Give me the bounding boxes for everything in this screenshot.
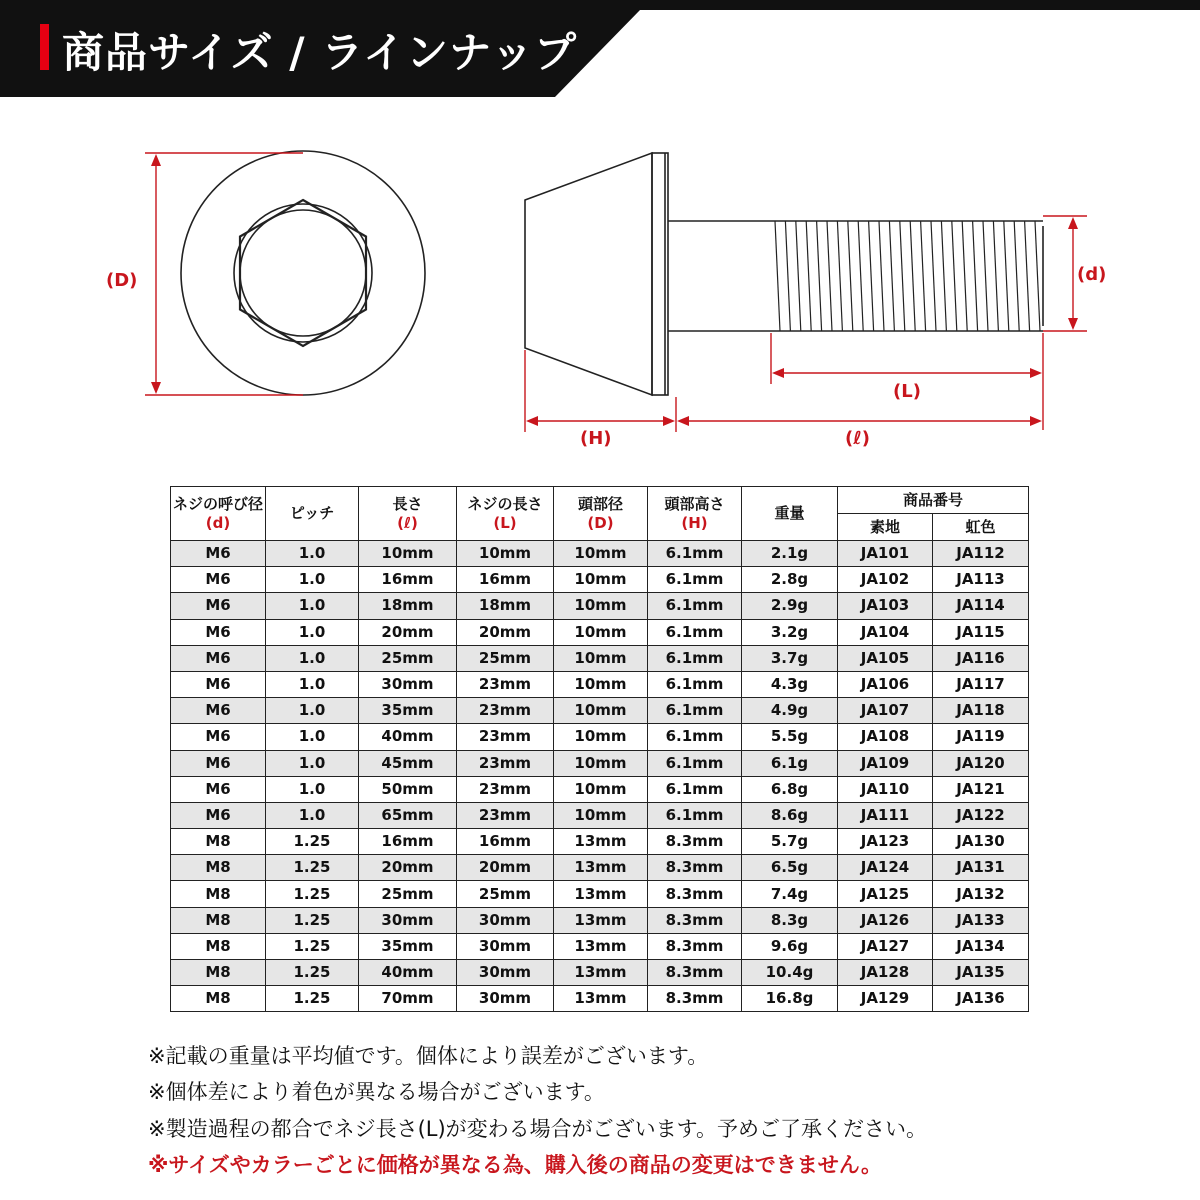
table-cell: M6 [171, 750, 266, 776]
header-head-height: 頭部高さ (H) [648, 487, 742, 541]
table-cell: 35mm [359, 933, 457, 959]
table-cell: M6 [171, 802, 266, 828]
bolt-threads [775, 221, 1040, 331]
table-row [171, 645, 1029, 671]
table-cell: 10mm [554, 698, 648, 724]
table-cell: JA115 [933, 619, 1029, 645]
table-cell: 10mm [457, 541, 554, 567]
table-cell: 30mm [457, 933, 554, 959]
header-head-diameter: 頭部径 (D) [554, 487, 648, 541]
table-cell: 16mm [457, 567, 554, 593]
table-cell: 10mm [554, 776, 648, 802]
table-cell: 10mm [554, 567, 648, 593]
table-cell: M8 [171, 933, 266, 959]
table-cell: 13mm [554, 933, 648, 959]
table-cell: JA126 [838, 907, 933, 933]
table-cell: 1.0 [266, 619, 359, 645]
table-cell: M6 [171, 619, 266, 645]
table-cell: 70mm [359, 986, 457, 1012]
table-cell: 5.5g [742, 724, 838, 750]
header-accent-bar [40, 24, 49, 70]
table-cell: 6.1g [742, 750, 838, 776]
table-cell: JA133 [933, 907, 1029, 933]
table-cell: JA123 [838, 829, 933, 855]
table-cell: JA117 [933, 671, 1029, 697]
table-row [171, 724, 1029, 750]
note-weight: ※記載の重量は平均値です。個体により誤差がございます。 [148, 1044, 709, 1068]
table-cell: 8.3mm [648, 907, 742, 933]
table-cell: 6.1mm [648, 593, 742, 619]
table-cell: 23mm [457, 724, 554, 750]
table-cell: 1.0 [266, 698, 359, 724]
table-row [171, 933, 1029, 959]
table-cell: JA125 [838, 881, 933, 907]
label-L: (L) [893, 381, 921, 402]
table-cell: JA127 [838, 933, 933, 959]
table-cell: 25mm [457, 881, 554, 907]
note-warning: ※サイズやカラーごとに価格が異なる為、購入後の商品の変更はできません。 [148, 1153, 882, 1178]
table-cell: JA120 [933, 750, 1029, 776]
header-length: 長さ (ℓ) [359, 487, 457, 541]
table-cell: 1.25 [266, 829, 359, 855]
table-cell: 1.25 [266, 907, 359, 933]
table-cell: 65mm [359, 802, 457, 828]
header-banner [0, 0, 1200, 97]
table-cell: M8 [171, 881, 266, 907]
table-cell: 10mm [554, 645, 648, 671]
table-cell: 30mm [457, 960, 554, 986]
table-cell: M8 [171, 907, 266, 933]
header-product-no: 商品番号 [838, 487, 1029, 514]
table-row [171, 776, 1029, 802]
bolt-top-view [181, 151, 425, 395]
table-cell: 1.0 [266, 645, 359, 671]
table-cell: JA132 [933, 881, 1029, 907]
table-cell: JA134 [933, 933, 1029, 959]
table-cell: 6.1mm [648, 724, 742, 750]
table-cell: JA112 [933, 541, 1029, 567]
table-cell: 30mm [457, 907, 554, 933]
table-cell: JA131 [933, 855, 1029, 881]
table-cell: JA129 [838, 986, 933, 1012]
table-cell: 6.8g [742, 776, 838, 802]
table-cell: 23mm [457, 776, 554, 802]
table-cell: 23mm [457, 802, 554, 828]
table-cell: 6.1mm [648, 645, 742, 671]
header-weight: 重量 [742, 487, 838, 541]
table-cell: JA136 [933, 986, 1029, 1012]
table-cell: 13mm [554, 829, 648, 855]
table-cell: 13mm [554, 986, 648, 1012]
table-cell: M6 [171, 776, 266, 802]
table-cell: 4.3g [742, 671, 838, 697]
table-cell: JA119 [933, 724, 1029, 750]
table-cell: JA104 [838, 619, 933, 645]
table-cell: 25mm [359, 881, 457, 907]
table-cell: 30mm [457, 986, 554, 1012]
spec-table [170, 486, 1029, 1012]
table-cell: M6 [171, 567, 266, 593]
table-row [171, 567, 1029, 593]
label-l: (ℓ) [845, 428, 870, 449]
label-H: (H) [580, 428, 612, 449]
table-cell: JA109 [838, 750, 933, 776]
table-cell: 3.2g [742, 619, 838, 645]
table-cell: 2.8g [742, 567, 838, 593]
table-cell: JA118 [933, 698, 1029, 724]
table-cell: JA101 [838, 541, 933, 567]
table-cell: 30mm [359, 671, 457, 697]
dimension-H [525, 350, 676, 432]
table-cell: 2.9g [742, 593, 838, 619]
table-row [171, 802, 1029, 828]
table-cell: 6.1mm [648, 750, 742, 776]
table-cell: 10mm [554, 724, 648, 750]
table-body [171, 541, 1029, 1012]
table-row [171, 907, 1029, 933]
table-cell: M8 [171, 855, 266, 881]
header-thread-length: ネジの長さ (L) [457, 487, 554, 541]
table-cell: JA111 [838, 802, 933, 828]
table-cell: 8.6g [742, 802, 838, 828]
table-cell: 6.1mm [648, 671, 742, 697]
table-cell: JA113 [933, 567, 1029, 593]
table-cell: M6 [171, 698, 266, 724]
table-cell: JA128 [838, 960, 933, 986]
table-row [171, 541, 1029, 567]
table-cell: M8 [171, 986, 266, 1012]
table-cell: 6.1mm [648, 619, 742, 645]
note-color: ※個体差により着色が異なる場合がございます。 [148, 1080, 605, 1105]
table-cell: 40mm [359, 724, 457, 750]
table-cell: JA110 [838, 776, 933, 802]
table-row [171, 881, 1029, 907]
page-title: 商品サイズ / ラインナップ [62, 28, 578, 77]
table-cell: 8.3mm [648, 829, 742, 855]
table-cell: 35mm [359, 698, 457, 724]
table-cell: 8.3mm [648, 933, 742, 959]
table-cell: 13mm [554, 855, 648, 881]
table-cell: 6.1mm [648, 698, 742, 724]
table-cell: 23mm [457, 698, 554, 724]
dimension-D [145, 153, 303, 395]
table-cell: 10.4g [742, 960, 838, 986]
table-cell: 13mm [554, 881, 648, 907]
table-cell: 10mm [554, 619, 648, 645]
table-cell: 1.25 [266, 855, 359, 881]
table-cell: 6.1mm [648, 776, 742, 802]
table-cell: JA116 [933, 645, 1029, 671]
label-d: (d) [1077, 264, 1107, 285]
header-nominal: ネジの呼び径 (d) [171, 487, 266, 541]
table-cell: JA107 [838, 698, 933, 724]
table-cell: 1.0 [266, 802, 359, 828]
table-cell: 13mm [554, 907, 648, 933]
table-cell: 10mm [554, 541, 648, 567]
table-row [171, 671, 1029, 697]
table-cell: 5.7g [742, 829, 838, 855]
table-cell: 45mm [359, 750, 457, 776]
table-cell: 6.5g [742, 855, 838, 881]
notes [148, 1038, 927, 1184]
table-cell: 18mm [359, 593, 457, 619]
bolt-diagram [0, 97, 1200, 477]
table-cell: JA122 [933, 802, 1029, 828]
bolt-side-view [525, 153, 1043, 395]
table-cell: JA121 [933, 776, 1029, 802]
table-cell: 25mm [359, 645, 457, 671]
table-cell: JA105 [838, 645, 933, 671]
table-cell: 1.0 [266, 724, 359, 750]
table-row [171, 829, 1029, 855]
table-cell: 8.3mm [648, 881, 742, 907]
table-cell: M6 [171, 671, 266, 697]
table-cell: 13mm [554, 960, 648, 986]
table-cell: 50mm [359, 776, 457, 802]
table-cell: JA135 [933, 960, 1029, 986]
table-cell: 10mm [554, 671, 648, 697]
table-row [171, 619, 1029, 645]
table-cell: M6 [171, 593, 266, 619]
table-cell: 25mm [457, 645, 554, 671]
table-cell: 8.3mm [648, 960, 742, 986]
table-cell: 1.25 [266, 881, 359, 907]
table-cell: M6 [171, 724, 266, 750]
table-cell: 1.0 [266, 671, 359, 697]
table-cell: 9.6g [742, 933, 838, 959]
table-cell: 40mm [359, 960, 457, 986]
header-pitch: ピッチ [266, 487, 359, 541]
table-cell: 8.3mm [648, 986, 742, 1012]
table-cell: JA108 [838, 724, 933, 750]
table-cell: 20mm [359, 619, 457, 645]
table-cell: M6 [171, 645, 266, 671]
table-cell: 23mm [457, 671, 554, 697]
table-cell: 8.3mm [648, 855, 742, 881]
table-cell: 1.25 [266, 960, 359, 986]
table-cell: 6.1mm [648, 541, 742, 567]
table-cell: 4.9g [742, 698, 838, 724]
table-cell: JA103 [838, 593, 933, 619]
table-row [171, 593, 1029, 619]
table-cell: 1.0 [266, 593, 359, 619]
table-cell: 1.0 [266, 541, 359, 567]
table-cell: 6.1mm [648, 567, 742, 593]
table-cell: 20mm [359, 855, 457, 881]
table-cell: M8 [171, 829, 266, 855]
table-row [171, 855, 1029, 881]
table-row [171, 698, 1029, 724]
header-plain: 素地 [838, 514, 933, 541]
bolt-drawing [0, 97, 1200, 477]
table-cell: 30mm [359, 907, 457, 933]
dimension-l [677, 416, 1042, 426]
table-row [171, 986, 1029, 1012]
table-cell: 16mm [359, 567, 457, 593]
table-row [171, 750, 1029, 776]
table-cell: 8.3g [742, 907, 838, 933]
table-cell: 16mm [359, 829, 457, 855]
table-cell: JA130 [933, 829, 1029, 855]
note-thread-length: ※製造過程の都合でネジ長さ(L)が変わる場合がございます。予めご了承ください。 [148, 1116, 927, 1141]
table-cell: JA124 [838, 855, 933, 881]
table-cell: 20mm [457, 855, 554, 881]
header-rainbow: 虹色 [933, 514, 1029, 541]
table-cell: 1.0 [266, 750, 359, 776]
table-cell: JA106 [838, 671, 933, 697]
table-cell: 7.4g [742, 881, 838, 907]
table-cell: 1.0 [266, 776, 359, 802]
table-cell: 10mm [554, 802, 648, 828]
table-cell: 1.0 [266, 567, 359, 593]
table-cell: 3.7g [742, 645, 838, 671]
table-cell: 16.8g [742, 986, 838, 1012]
table-cell: 6.1mm [648, 802, 742, 828]
table-cell: M8 [171, 960, 266, 986]
table-header-row [171, 487, 1029, 514]
table-cell: 2.1g [742, 541, 838, 567]
label-D: (D) [106, 270, 138, 291]
table-row [171, 960, 1029, 986]
table-cell: M6 [171, 541, 266, 567]
table-cell: 10mm [554, 593, 648, 619]
table-cell: JA114 [933, 593, 1029, 619]
table-cell: 10mm [554, 750, 648, 776]
table-cell: 1.25 [266, 933, 359, 959]
table-cell: 20mm [457, 619, 554, 645]
table-cell: 10mm [359, 541, 457, 567]
table-cell: 1.25 [266, 986, 359, 1012]
table-cell: 23mm [457, 750, 554, 776]
table-cell: JA102 [838, 567, 933, 593]
table-cell: 16mm [457, 829, 554, 855]
table-cell: 18mm [457, 593, 554, 619]
